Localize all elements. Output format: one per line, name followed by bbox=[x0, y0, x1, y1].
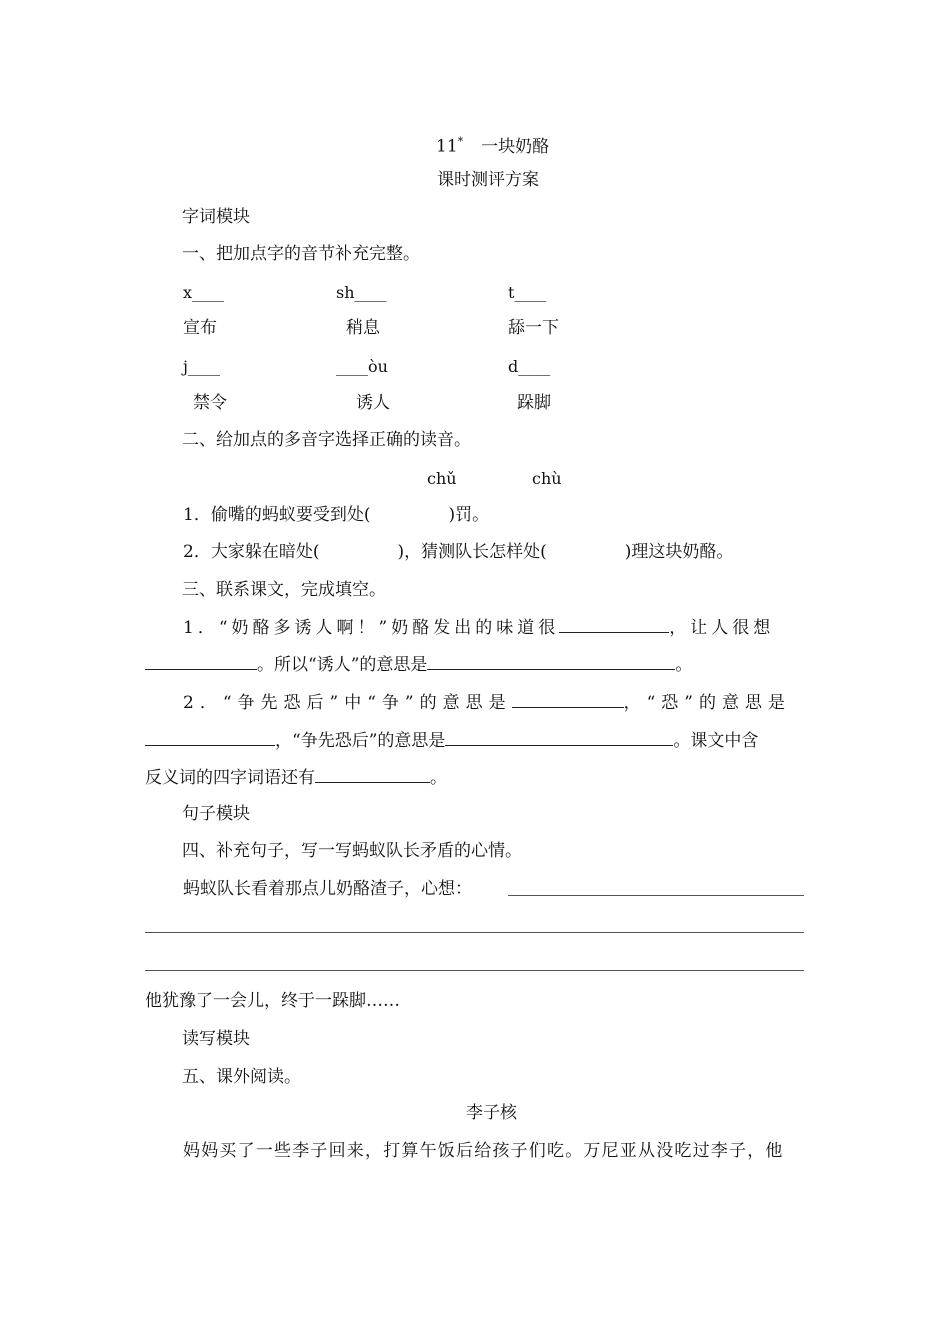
q2-heading: 二、给加点的多音字选择正确的读音。 bbox=[182, 430, 471, 450]
q2-item-2-text-b: )，猜测队长怎样处( bbox=[397, 542, 547, 562]
q5-heading: 五、课外阅读。 bbox=[182, 1067, 301, 1087]
q3-item-1-text-b: ，让人很想 bbox=[669, 618, 775, 638]
q4-answer-line-1[interactable] bbox=[508, 895, 804, 896]
q1-pinyin-5[interactable]: ____òu bbox=[336, 357, 388, 376]
q1-word-2: 稍息 bbox=[346, 318, 380, 338]
q3-heading: 三、联系课文，完成填空。 bbox=[182, 580, 386, 600]
q3-item-2-blank-4[interactable] bbox=[315, 766, 430, 783]
q3-item-2-text-b: ，“恐”的意思是 bbox=[623, 693, 791, 713]
q3-item-2-text-d: 。课文中含 bbox=[673, 731, 759, 751]
q3-item-2-text-a: 2．“争先恐后”中“争”的意思是 bbox=[183, 693, 512, 713]
q3-item-1-line-2 bbox=[145, 653, 692, 676]
q3-item-2-text-e: 反义词的四字词语还有 bbox=[145, 768, 315, 788]
q3-item-1-text-d: 。 bbox=[675, 655, 693, 675]
q3-item-1-text-a: 1．“奶酪多诱人啊！”奶酪发出的味道很 bbox=[183, 618, 560, 638]
q1-word-6: 跺脚 bbox=[517, 393, 551, 413]
q3-item-2-line-2 bbox=[145, 729, 758, 752]
q1-word-5: 诱人 bbox=[356, 393, 390, 413]
q3-item-2-line-3 bbox=[145, 766, 447, 789]
lesson-star: * bbox=[457, 135, 464, 148]
q3-item-1-text-c: 。所以“诱人”的意思是 bbox=[257, 655, 428, 675]
page-subtitle: 课时测评方案 bbox=[437, 170, 539, 190]
q1-pinyin-6[interactable]: d____ bbox=[508, 357, 551, 376]
q3-item-1-blank-3[interactable] bbox=[427, 653, 675, 670]
q1-word-3: 舔一下 bbox=[508, 318, 559, 338]
q1-pinyin-3[interactable]: t____ bbox=[508, 283, 547, 302]
story-title: 李子核 bbox=[466, 1103, 517, 1123]
q2-item-2 bbox=[183, 541, 733, 563]
q2-item-2-text-c: )理这块奶酪。 bbox=[624, 542, 734, 562]
q3-item-1-line-1 bbox=[183, 616, 774, 639]
q2-option-1: chǔ bbox=[427, 469, 457, 488]
q3-item-2-blank-2[interactable] bbox=[145, 729, 275, 746]
q3-item-1-blank-2[interactable] bbox=[145, 653, 257, 670]
q2-item-2-text-a: 2．大家躲在暗处( bbox=[183, 542, 320, 562]
q4-heading: 四、补充句子，写一写蚂蚁队长矛盾的心情。 bbox=[182, 841, 522, 861]
section-sentence-module: 句子模块 bbox=[182, 804, 250, 824]
q1-pinyin-2[interactable]: sh____ bbox=[336, 283, 387, 302]
section-word-module: 字词模块 bbox=[182, 207, 250, 227]
page-title bbox=[436, 131, 549, 158]
q3-item-2-text-f: 。 bbox=[430, 768, 447, 788]
q3-item-2-blank-3[interactable] bbox=[445, 729, 673, 746]
q1-word-4: 禁令 bbox=[193, 393, 227, 413]
q2-option-2: chù bbox=[532, 469, 562, 488]
q4-lead bbox=[183, 878, 472, 900]
q4-ending: 他犹豫了一会儿，终于一跺脚…… bbox=[145, 991, 400, 1011]
q2-item-1 bbox=[183, 504, 489, 526]
lesson-number: 11 bbox=[436, 136, 458, 157]
q3-item-2-blank-1[interactable] bbox=[512, 691, 624, 708]
story-first-line: 妈妈买了一些李子回来，打算午饭后给孩子们吃。万尼亚从没吃过李子，他 bbox=[183, 1141, 784, 1161]
q1-pinyin-4[interactable]: j____ bbox=[183, 357, 220, 376]
q1-word-1: 宣布 bbox=[183, 318, 217, 338]
q1-heading: 一、把加点字的音节补充完整。 bbox=[182, 244, 420, 264]
q1-pinyin-1[interactable]: x____ bbox=[183, 283, 225, 302]
q4-answer-line-3[interactable] bbox=[145, 970, 804, 971]
q4-lead-text: 蚂蚁队长看着那点儿奶酪渣子，心想： bbox=[183, 879, 472, 899]
q3-item-1-blank-1[interactable] bbox=[559, 616, 669, 633]
q3-item-2-text-c: ，“争先恐后”的意思是 bbox=[275, 731, 446, 751]
lesson-title: 一块奶酪 bbox=[481, 136, 550, 157]
q4-answer-line-2[interactable] bbox=[145, 932, 804, 933]
section-rw-module: 读写模块 bbox=[182, 1029, 250, 1049]
q2-item-1-text-a: 1．偷嘴的蚂蚁要受到处( bbox=[183, 505, 371, 525]
q2-item-1-text-b: )罚。 bbox=[448, 505, 490, 525]
q3-item-2-line-1 bbox=[183, 691, 791, 714]
